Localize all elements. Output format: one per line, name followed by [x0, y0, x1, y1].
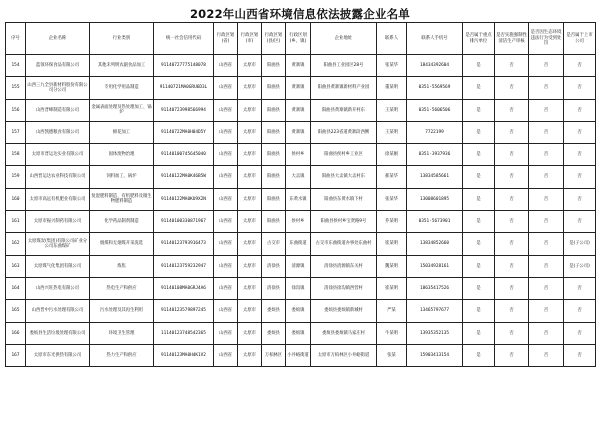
column-header: 是否属于上市公司: [564, 23, 596, 55]
table-cell: 167: [6, 344, 26, 366]
table-cell: 是: [463, 188, 495, 210]
table-cell: 张某华: [377, 188, 407, 210]
table-cell: 阳曲县东黄水镇下村: [311, 188, 377, 210]
table-cell: 阳曲县223省道黄寨段西侧: [311, 121, 377, 143]
table-cell: 黄寨镇: [286, 121, 311, 143]
table-cell: 山西省: [214, 144, 238, 166]
table-cell: 太原市: [238, 255, 262, 277]
table-cell: 山西省: [214, 255, 238, 277]
table-cell: 否: [495, 121, 529, 143]
table-row: [6, 77, 596, 99]
table-cell: 山西省: [214, 233, 238, 255]
table-cell: 炼焦: [90, 255, 154, 277]
table-cell: 山西三九全县新材料股份有限公司分公司: [26, 77, 90, 99]
table-cell: 污水处理及其再生利用: [90, 300, 154, 322]
table-cell: 155: [6, 77, 26, 99]
table-cell: 91140122MA0K46B5W: [154, 166, 214, 188]
table-cell: 山西省: [214, 77, 238, 99]
table-cell: 侯村乡: [286, 211, 311, 233]
table-cell: 91140108MA0GRJ4A6: [154, 277, 214, 299]
table-cell: 158: [6, 144, 26, 166]
table-cell: 91140123793916473: [154, 233, 214, 255]
table-cell: 0351-5673901: [407, 211, 463, 233]
table-cell: 徐某刚: [377, 144, 407, 166]
table-cell: 91140122MA0KU9X2N: [154, 188, 214, 210]
table-cell: 否: [529, 99, 564, 121]
table-row: [6, 211, 596, 233]
table-cell: 否: [495, 277, 529, 299]
table-cell: 山西省: [214, 55, 238, 77]
column-header: 行政区划(省): [214, 23, 238, 55]
table-cell: 清徐县: [262, 277, 286, 299]
table-cell: 164: [6, 277, 26, 299]
table-cell: 山西省: [214, 211, 238, 233]
table-cell: 饲料加工、锅炉: [90, 166, 154, 188]
table-cell: 崔某明: [377, 233, 407, 255]
table-cell: 91140123759232947: [154, 255, 214, 277]
table-cell: 91140100330871967: [154, 211, 214, 233]
table-cell: 古交市: [262, 233, 286, 255]
table-cell: 太原市高远有机肥业有限公司: [26, 188, 90, 210]
table-cell: 王某明: [377, 99, 407, 121]
table-cell: 是(子公司): [564, 233, 596, 255]
table-cell: 热电生产和供应: [90, 277, 154, 299]
table-cell: 否: [529, 300, 564, 322]
table-cell: 161: [6, 211, 26, 233]
table-cell: 古交市东曲街道办事处东曲村: [311, 233, 377, 255]
table-cell: 东黄水镇: [286, 188, 311, 210]
table-row: [6, 322, 596, 344]
table-cell: 化学药品制剂制造: [90, 211, 154, 233]
table-cell: 阳曲县: [262, 166, 286, 188]
table-cell: 山西兴旺热电有限公司: [26, 277, 90, 299]
table-cell: 娄烦镇: [286, 322, 311, 344]
table-cell: 山西晋运达农业科技有限公司: [26, 166, 90, 188]
table-cell: 否: [495, 233, 529, 255]
table-cell: 阳曲县黄寨镇新材料产业园: [311, 77, 377, 99]
table-cell: 11140123748542365: [154, 322, 214, 344]
table-cell: 否: [529, 277, 564, 299]
table-cell: 阳曲县: [262, 55, 286, 77]
table-cell: 18434392604: [407, 55, 463, 77]
table-cell: 163: [6, 255, 26, 277]
table-cell: 否: [529, 77, 564, 99]
column-header: 行政区划(市): [238, 23, 262, 55]
table-cell: 是: [463, 300, 495, 322]
table-cell: 否: [495, 344, 529, 366]
table-cell: 山西晋峰制造有限公司: [26, 99, 90, 121]
table-cell: 是: [463, 77, 495, 99]
table-cell: 太原市: [238, 344, 262, 366]
table-cell: 是: [463, 121, 495, 143]
table-cell: 王某明: [377, 121, 407, 143]
table-cell: 山西省: [214, 277, 238, 299]
table-cell: 91140123579897245: [154, 300, 214, 322]
table-cell: 162: [6, 233, 26, 255]
table-cell: 阳曲县侯村乡宝贤路9号: [311, 211, 377, 233]
table-cell: 太原市: [238, 55, 262, 77]
table-cell: 太原市: [238, 300, 262, 322]
table-cell: 太原市: [238, 121, 262, 143]
table-cell: 15034928161: [407, 255, 463, 277]
table-cell: 否: [564, 322, 596, 344]
table-cell: 91140721MA0GRU6D3L: [154, 77, 214, 99]
table-cell: 太原市: [238, 99, 262, 121]
table-cell: 是: [463, 166, 495, 188]
table-cell: 阳曲县: [262, 121, 286, 143]
table-cell: 郝某华: [377, 166, 407, 188]
table-cell: 13465797677: [407, 300, 463, 322]
table-cell: 否: [564, 99, 596, 121]
table-cell: 崔某明: [377, 277, 407, 299]
enterprise-table: [5, 22, 596, 367]
table-cell: 否: [564, 300, 596, 322]
table-cell: 否: [529, 121, 564, 143]
table-cell: 山西省: [214, 121, 238, 143]
table-cell: 太原市振兴制药有限公司: [26, 211, 90, 233]
column-header: 是否因生态环境违法行为受到处罚: [529, 23, 564, 55]
table-cell: 阳曲县: [262, 99, 286, 121]
column-header: 联系人: [377, 23, 407, 55]
table-body: [6, 55, 596, 367]
table-cell: 东曲街道: [286, 233, 311, 255]
table-cell: 娄烦县: [262, 300, 286, 322]
table-cell: 13834585661: [407, 166, 463, 188]
table-cell: 91140722MA0H04D5Y: [154, 121, 214, 143]
table-cell: 0351-3937936: [407, 144, 463, 166]
table-cell: 娄烦县生活垃圾处理有限公司: [26, 322, 90, 344]
table-cell: 否: [495, 144, 529, 166]
table-cell: 否: [495, 211, 529, 233]
table-cell: 否: [564, 188, 596, 210]
table-cell: 阳曲县: [262, 144, 286, 166]
table-cell: 是: [463, 55, 495, 77]
table-cell: 否: [529, 188, 564, 210]
table-cell: 太原市: [238, 233, 262, 255]
table-cell: 太原市万柏林区小井峪街道: [311, 344, 377, 366]
table-cell: 太原市: [238, 322, 262, 344]
table-cell: 13834852660: [407, 233, 463, 255]
table-cell: 91140123MA0H4K1V2: [154, 344, 214, 366]
table-cell: 太原市: [238, 77, 262, 99]
table-cell: 否: [564, 77, 596, 99]
table-cell: 156: [6, 99, 26, 121]
table-row: [6, 99, 596, 121]
table-cell: 是(子公司): [564, 255, 596, 277]
table-cell: 否: [564, 344, 596, 366]
table-cell: 阳曲县侯村乡工业区: [311, 144, 377, 166]
table-cell: 否: [495, 188, 529, 210]
table-row: [6, 300, 596, 322]
table-cell: 否: [495, 255, 529, 277]
table-cell: 小井峪街道: [286, 344, 311, 366]
table-cell: 山西晋中污水处理有限公司: [26, 300, 90, 322]
table-cell: 其他未列明农副食品加工: [90, 55, 154, 77]
table-cell: 0351-5569569: [407, 77, 463, 99]
table-row: [6, 255, 596, 277]
table-row: [6, 121, 596, 143]
table-cell: 万柏林区: [262, 344, 286, 366]
table-cell: 大盂镇: [286, 166, 311, 188]
table-cell: 太原市: [238, 188, 262, 210]
column-header: 序号: [6, 23, 26, 55]
table-cell: 娄烦县: [262, 322, 286, 344]
table-row: [6, 277, 596, 299]
table-cell: 黄寨镇: [286, 77, 311, 99]
table-cell: 否: [564, 144, 596, 166]
table-cell: 否: [564, 277, 596, 299]
column-header: 是否属于重点排污单位: [463, 23, 495, 55]
table-cell: 牛某明: [377, 322, 407, 344]
table-cell: 是: [463, 255, 495, 277]
table-cell: 太原市: [238, 277, 262, 299]
table-cell: 阳曲县大盂镇大盂村东: [311, 166, 377, 188]
table-cell: 否: [495, 99, 529, 121]
table-cell: 否: [495, 77, 529, 99]
table-cell: 否: [529, 55, 564, 77]
table-header-row: [6, 23, 596, 55]
table-cell: 阳曲县: [262, 211, 286, 233]
column-header: 企业名称: [26, 23, 90, 55]
table-cell: 阳曲县黄寨镇新开村东: [311, 99, 377, 121]
table-cell: 是: [463, 99, 495, 121]
table-cell: 阳曲县工业园区28号: [311, 55, 377, 77]
table-cell: 太原市东光供热有限公司: [26, 344, 90, 366]
table-cell: 山西省: [214, 99, 238, 121]
table-cell: 棉花加工: [90, 121, 154, 143]
table-cell: 否: [529, 144, 564, 166]
table-cell: 固体废物治理: [90, 144, 154, 166]
table-cell: 13008601895: [407, 188, 463, 210]
table-cell: 否: [564, 211, 596, 233]
table-cell: 娄烦镇: [286, 300, 311, 322]
table-cell: 13935352135: [407, 322, 463, 344]
document-title: 2022年山西省环境信息依法披露企业名单: [189, 7, 410, 21]
table-cell: 阳曲县: [262, 77, 286, 99]
table-cell: 7722199: [407, 121, 463, 143]
table-cell: 黄寨镇: [286, 55, 311, 77]
table-cell: 否: [495, 322, 529, 344]
table-cell: 环境卫生管理: [90, 322, 154, 344]
table-cell: 张某华: [377, 55, 407, 77]
table-cell: 山西省: [214, 322, 238, 344]
table-cell: 否: [529, 233, 564, 255]
table-cell: 烟煤和无烟煤开采洗选: [90, 233, 154, 255]
table-cell: 否: [564, 166, 596, 188]
table-cell: 否: [564, 55, 596, 77]
table-cell: 太原市晋运达实业有限公司: [26, 144, 90, 166]
table-cell: 魏某明: [377, 255, 407, 277]
table-cell: 160: [6, 188, 26, 210]
table-cell: 徐沟镇: [286, 277, 311, 299]
table-cell: 太原市: [238, 144, 262, 166]
table-cell: 是: [463, 322, 495, 344]
table-row: [6, 233, 596, 255]
table-cell: 是: [463, 233, 495, 255]
table-cell: 山西省: [214, 300, 238, 322]
table-cell: 清源镇: [286, 255, 311, 277]
table-cell: 娄烦县娄烦镇新城村: [311, 300, 377, 322]
table-cell: 侯村乡: [286, 144, 311, 166]
table-cell: 乔某明: [377, 211, 407, 233]
table-cell: 否: [529, 322, 564, 344]
table-cell: 是: [463, 277, 495, 299]
table-cell: 太原市: [238, 166, 262, 188]
table-cell: 是: [463, 211, 495, 233]
table-cell: 159: [6, 166, 26, 188]
table-cell: 董某明: [377, 77, 407, 99]
table-cell: 15903413154: [407, 344, 463, 366]
table-cell: 热力生产和供应: [90, 344, 154, 366]
table-row: [6, 166, 596, 188]
table-cell: 山西省: [214, 166, 238, 188]
table-cell: 张某: [377, 344, 407, 366]
table-cell: 严某: [377, 300, 407, 322]
table-row: [6, 188, 596, 210]
table-cell: 娄烦县娄烦镇马家庄村: [311, 322, 377, 344]
table-cell: 清徐县清源镇东关村: [311, 255, 377, 277]
table-cell: 太原煤炭(集团)有限公司矿业分公司东曲煤矿: [26, 233, 90, 255]
table-cell: 山西凯德粮食有限公司: [26, 121, 90, 143]
table-cell: 清徐县徐沟镇西营村: [311, 277, 377, 299]
table-cell: 阳曲县: [262, 188, 286, 210]
table-cell: 91140727775148078: [154, 55, 214, 77]
column-header: 联系人手机号: [407, 23, 463, 55]
table-cell: 165: [6, 300, 26, 322]
table-cell: 否: [529, 255, 564, 277]
table-cell: 山西省: [214, 344, 238, 366]
table-cell: 否: [564, 121, 596, 143]
table-cell: 太原市: [238, 211, 262, 233]
table-cell: 否: [495, 55, 529, 77]
table-cell: 否: [495, 166, 529, 188]
column-header: 统一社会信用代码: [154, 23, 214, 55]
table-cell: 金属表面处理及热处理加工、锅炉: [90, 99, 154, 121]
table-cell: 复混肥料制造、有机肥料及微生物肥料制造: [90, 188, 154, 210]
table-row: [6, 344, 596, 366]
table-cell: 91140100745645040: [154, 144, 214, 166]
table-cell: 清徐县: [262, 255, 286, 277]
column-header: 企业地址: [311, 23, 377, 55]
table-cell: 是: [463, 144, 495, 166]
table-cell: 154: [6, 55, 26, 77]
table-cell: 否: [529, 211, 564, 233]
table-cell: 166: [6, 322, 26, 344]
table-cell: 专用化学用品制造: [90, 77, 154, 99]
table-cell: 蓝领环保食品有限公司: [26, 55, 90, 77]
table-cell: 0351-5606506: [407, 99, 463, 121]
column-header: 行政区划(乡、镇): [286, 23, 311, 55]
table-cell: 91140723998566994: [154, 99, 214, 121]
table-cell: 否: [529, 166, 564, 188]
table-cell: 是: [463, 344, 495, 366]
table-cell: 太原煤气化集团有限公司: [26, 255, 90, 277]
table-row: [6, 144, 596, 166]
table-row: [6, 55, 596, 77]
table-cell: 18635417526: [407, 277, 463, 299]
column-header: 行政区划(县/区): [262, 23, 286, 55]
column-header: 是否实施强制性清洁生产审核: [495, 23, 529, 55]
table-cell: 157: [6, 121, 26, 143]
column-header: 行业类别: [90, 23, 154, 55]
table-cell: 否: [495, 300, 529, 322]
table-cell: 黄寨镇: [286, 99, 311, 121]
table-cell: 否: [529, 344, 564, 366]
table-cell: 山西省: [214, 188, 238, 210]
